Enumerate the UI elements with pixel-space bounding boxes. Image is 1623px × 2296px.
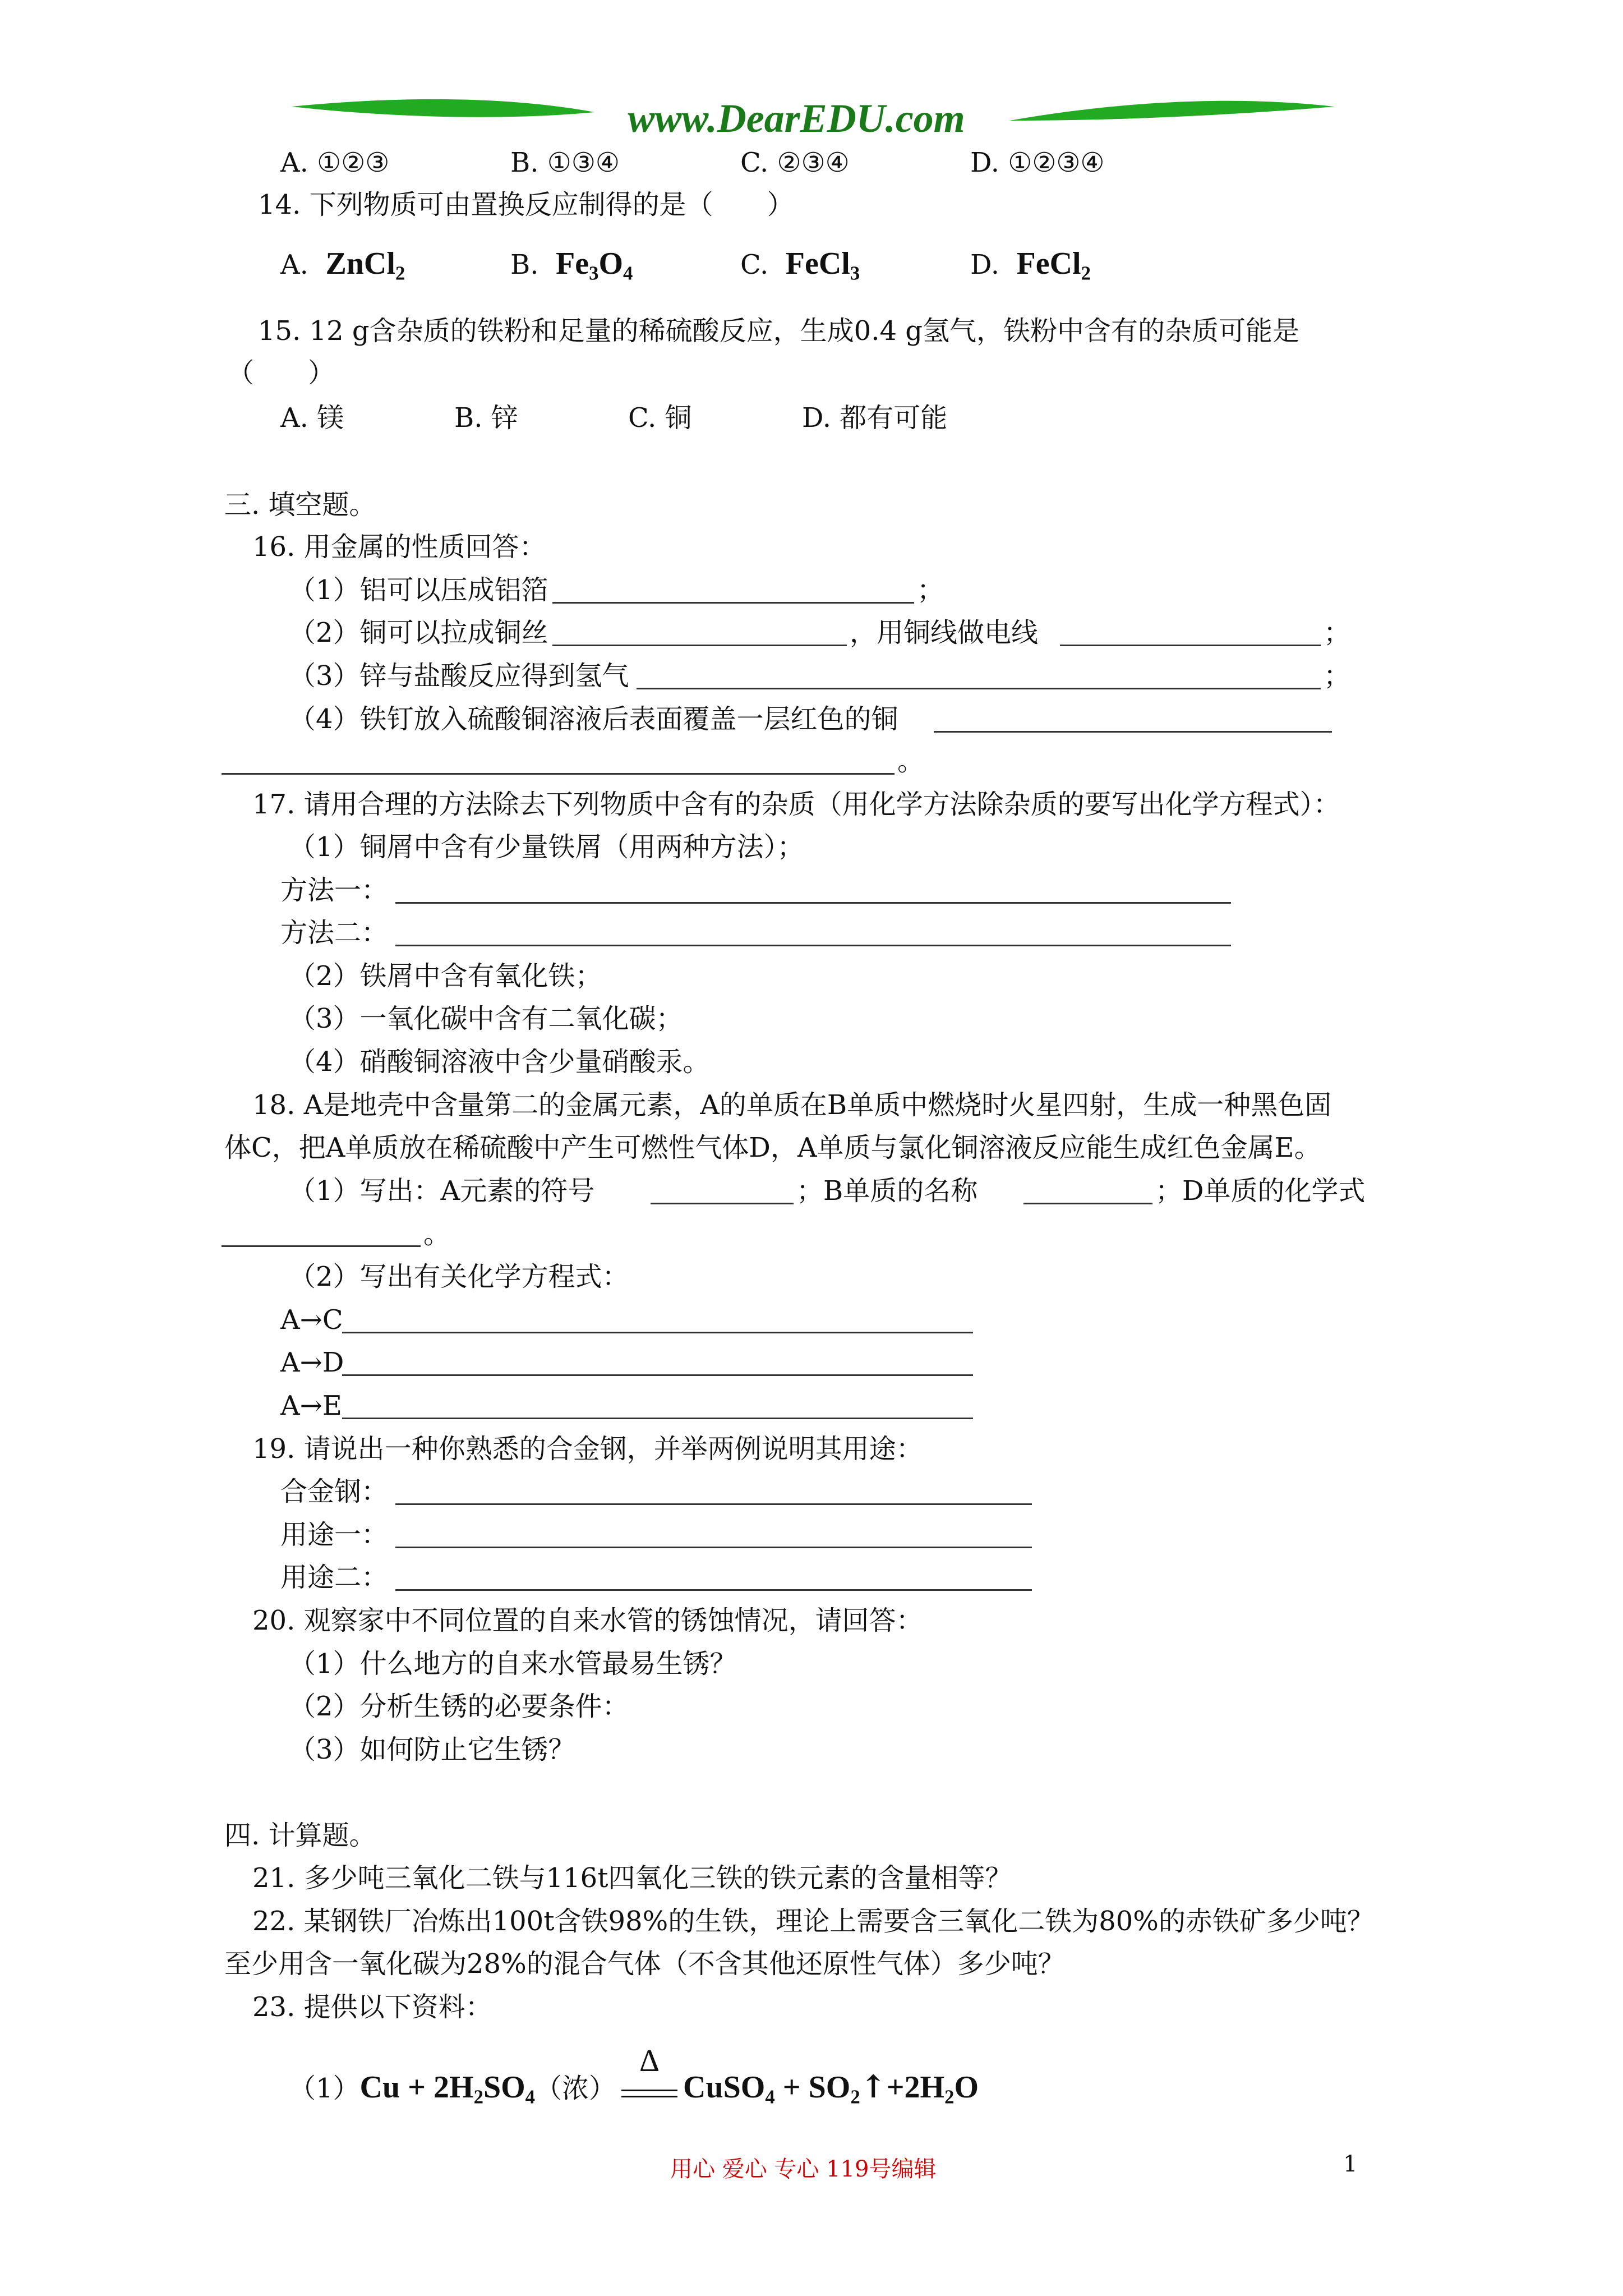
q18-sub2: （2）写出有关化学方程式： [289,1261,629,1292]
right-swoosh [1009,101,1335,121]
q13-option-b: B. ①③④ [510,147,620,178]
q16-blank-4b[interactable] [222,773,895,775]
q23-equation: $(1)Cu + 2H_2SO_4$（浓） Δ CuSO$_4$ + $SO_2↑+2H_2O$ [289,2064,979,2109]
q18-reaction-3-blank[interactable] [342,1418,973,1419]
q17-method-2-blank[interactable] [395,945,1231,946]
q18-period: 。 [423,1218,451,1250]
q22-stem-line-1: 22. 某钢铁厂冶炼出100t含铁98%的生铁，理论上需要含三氧化二铁为80%的赤铁矿多少吨？ [252,1906,1374,1937]
header-banner [0,0,1623,146]
q18-blank-symbol[interactable] [651,1203,794,1204]
q14-option-d: D. FeCl$_2$ [970,246,1091,284]
q16-semicolon-3: ； [1324,660,1351,692]
q19-use-1-blank[interactable] [395,1547,1032,1548]
q16-blank-4a[interactable] [934,731,1332,733]
page-number: 1 [1343,2151,1358,2177]
q17-sub1: （1）铜屑中含有少量铁屑（用两种方法）； [289,831,804,863]
q18-blank-formula[interactable] [222,1245,421,1247]
q16-sub4: （4）铁钉放入硫酸铜溶液后表面覆盖一层红色的铜 [289,703,898,735]
q15-stem: 15. 12 g含杂质的铁粉和足量的稀硫酸反应，生成0.4 g氢气，铁粉中含有的杂质可能是 [258,315,1299,347]
q16-blank-1[interactable] [552,602,914,604]
q15-paren: （ ） [227,357,335,389]
q23-conc-label: （浓） [535,2073,616,2104]
q18-sub1b: ；B单质的名称 [796,1175,978,1207]
q15-option-c: C. 铜 [628,402,692,434]
q14-option-c: C. FeCl$_3$ [740,246,860,284]
q13-option-a: A. ①②③ [280,147,390,178]
q16-semicolon-1: ； [917,574,944,606]
section-3-title: 三. 填空题。 [224,489,376,521]
q18-stem-line-1: 18. A是地壳中含量第二的金属元素，A的单质在B单质中燃烧时火星四射，生成一种黑色固 [252,1089,1332,1121]
left-swoosh [292,99,594,117]
q13-option-c: C. ②③④ [740,147,850,178]
q16-period: 。 [897,746,925,777]
q15-option-b: B. 锌 [454,402,518,434]
q16-blank-2a[interactable] [552,645,847,646]
q16-sub2b: ，用铜线做电线 [850,617,1039,648]
q18-reaction-3-label: A→E [280,1390,342,1421]
q17-sub2: （2）铁屑中含有氧化铁； [289,960,602,992]
q21-stem: 21. 多少吨三氧化二铁与116t四氧化三铁的铁元素的含量相等？ [252,1862,1012,1894]
q23-stem: 23. 提供以下资料： [252,1991,492,2023]
q22-stem-line-2: 至少用含一氧化碳为28%的混合气体（不含其他还原性气体）多少吨？ [224,1948,1065,1980]
q14-option-a: A. ZnCl$_2$ [280,246,405,284]
q19-use-2-label: 用途二： [280,1562,389,1593]
q15-option-a: A. 镁 [280,402,344,434]
q14-option-b: B. $Fe_3O_4$ [510,246,633,284]
q13-option-d: D. ①②③④ [970,147,1105,178]
q18-reaction-2-label: A→D [280,1347,344,1378]
q19-use-2-blank[interactable] [395,1589,1032,1591]
q16-blank-2b[interactable] [1060,645,1321,646]
q20-stem: 20. 观察家中不同位置的自来水管的锈蚀情况，请回答： [252,1605,923,1636]
q18-stem-line-2: 体C，把A单质放在稀硫酸中产生可燃性气体D，A单质与氯化铜溶液反应能生成红色金属E。 [224,1132,1321,1163]
q17-stem: 17. 请用合理的方法除去下列物质中含有的杂质（用化学方法除杂质的要写出化学方程式）： [252,789,1340,820]
q18-reaction-1-blank[interactable] [342,1332,973,1333]
q14-stem: 14. 下列物质可由置换反应制得的是（ ） [258,189,794,220]
q16-stem: 16. 用金属的性质回答： [252,531,546,563]
q15-option-d: D. 都有可能 [802,402,948,434]
q18-reaction-1-label: A→C [280,1304,343,1336]
q23-sub1-label: （1） [289,2073,360,2104]
footer-editor-note: 用心 爱心 专心 119号编辑 [670,2156,937,2182]
q16-sub2a: （2）铜可以拉成铜丝 [289,617,548,648]
q18-sub1a: （1）写出：A元素的符号 [289,1175,595,1207]
q17-sub3: （3）一氧化碳中含有二氧化碳； [289,1003,683,1034]
q19-use-1-label: 用途一： [280,1519,389,1550]
q20-sub1: （1）什么地方的自来水管最易生锈？ [289,1648,737,1680]
q19-alloy-label: 合金钢： [280,1476,389,1507]
q17-method-2-label: 方法二： [280,917,389,949]
q17-method-1-label: 方法一： [280,875,389,906]
q17-sub4: （4）硝酸铜溶液中含少量硝酸汞。 [289,1046,710,1078]
q20-sub3: （3）如何防止它生锈？ [289,1734,575,1765]
q16-blank-3[interactable] [637,688,1321,689]
gas-up-arrow-icon: ↑ [860,2068,887,2105]
q19-stem: 19. 请说出一种你熟悉的合金钢，并举两例说明其用途： [252,1433,923,1465]
q16-semicolon-2: ； [1324,617,1351,648]
site-name: www.DearEDU.com [628,96,965,141]
heat-condition [616,2044,683,2097]
section-4-title: 四. 计算题。 [224,1820,376,1851]
q19-alloy-blank[interactable] [395,1503,1032,1505]
q17-method-1-blank[interactable] [395,902,1231,904]
q18-reaction-2-blank[interactable] [342,1374,973,1376]
q18-sub1c: ；D单质的化学式 [1155,1175,1366,1207]
q18-blank-name[interactable] [1023,1203,1152,1204]
q20-sub2: （2）分析生锈的必要条件： [289,1691,629,1722]
q16-sub1: （1）铝可以压成铝箔 [289,574,548,606]
delta-symbol: Δ [639,2044,660,2078]
q16-sub3: （3）锌与盐酸反应得到氢气 [289,660,629,692]
